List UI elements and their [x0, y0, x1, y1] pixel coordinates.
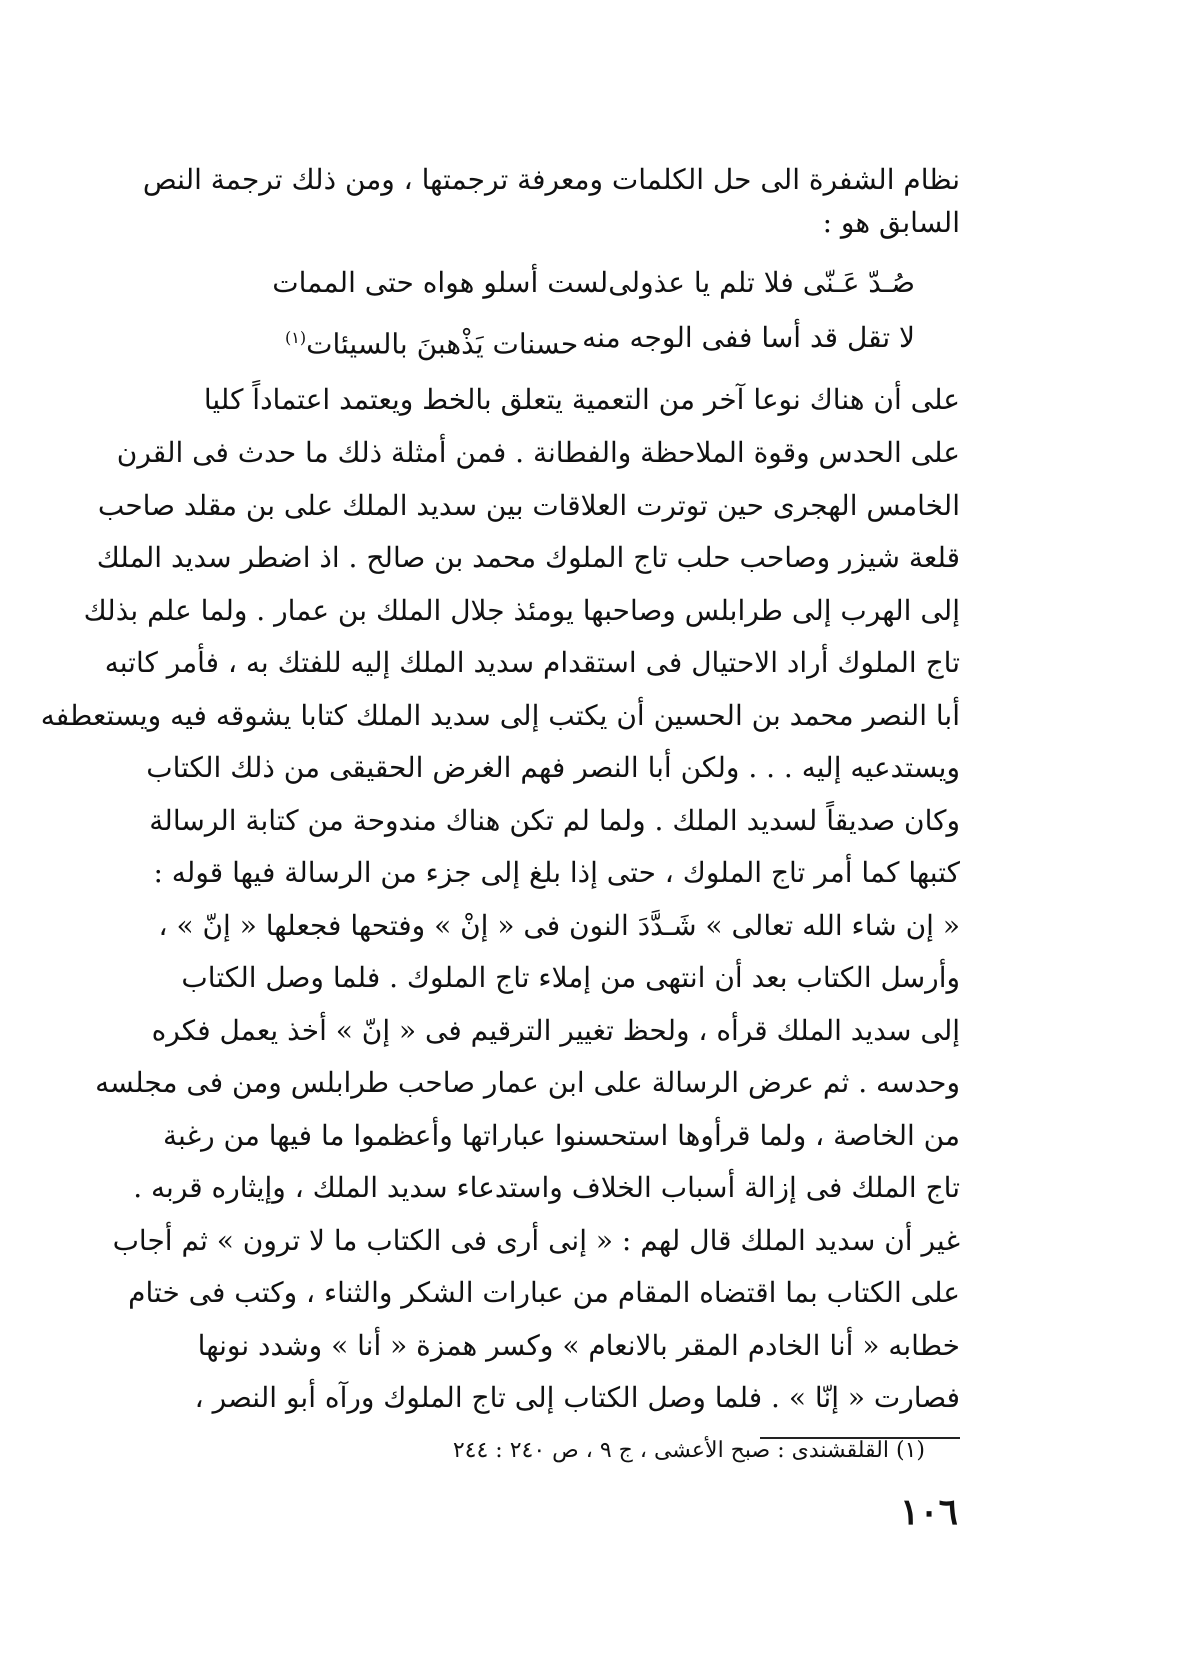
verse-first-hemistich: صُـدّ عَـنّى فلا تلم يا عذولى: [608, 266, 915, 299]
poem-verse: [272, 263, 915, 303]
text-line: غير أن سديد الملك قال لهم : « إنى أرى فى الكتاب ما لا ترون » ثم أجاب: [112, 1224, 960, 1257]
text-line: السابق هو :: [822, 206, 960, 239]
footnote-marker: (١): [285, 328, 307, 347]
text-line: وأرسل الكتاب بعد أن انتهى من إملاء تاج الملوك . فلما وصل الكتاب: [181, 961, 960, 994]
footnote: (١) القلقشندى : صبح الأعشى ، ج ٩ ، ص ٢٤٠ : ٢٤٤: [452, 1438, 925, 1463]
text-line: إلى سديد الملك قرأه ، ولحظ تغيير الترقيم فى « إنّ » أخذ يعمل فكره: [151, 1014, 960, 1047]
text-line: الخامس الهجرى حين توترت العلاقات بين سديد الملك على بن مقلد صاحب: [97, 489, 960, 522]
text-line: أبا النصر محمد بن الحسين أن يكتب إلى سديد الملك كتابا يشوقه فيه ويستعطفه: [40, 699, 960, 732]
text-line: قلعة شيزر وصاحب حلب تاج الملوك محمد بن صالح . اذ اضطر سديد الملك: [96, 541, 960, 574]
text-line: على الحدس وقوة الملاحظة والفطانة . فمن أمثلة ذلك ما حدث فى القرن: [116, 436, 960, 469]
text-line: نظام الشفرة الى حل الكلمات ومعرفة ترجمتها ، ومن ذلك ترجمة النص: [142, 163, 960, 196]
text-line: وكان صديقاً لسديد الملك . ولما لم تكن هناك مندوحة من كتابة الرسالة: [149, 804, 960, 837]
verse-second-hemistich: حسنات يَذْهبنَ بالسيئات$^{(١)}$: [285, 327, 579, 361]
text-line: على أن هناك نوعا آخر من التعمية يتعلق بالخط ويعتمد اعتماداً كليا: [203, 383, 960, 416]
text-line: تاج الملك فى إزالة أسباب الخلاف واستدعاء سديد الملك ، وإيثاره قربه .: [133, 1171, 960, 1204]
text-line: كتبها كما أمر تاج الملوك ، حتى إذا بلغ إلى جزء من الرسالة فيها قوله :: [153, 856, 960, 889]
verse-first-hemistich: لا تقل قد أسا ففى الوجه منه: [582, 321, 915, 354]
page-number: ١٠٦: [899, 1491, 958, 1533]
text-line: وحدسه . ثم عرض الرسالة على ابن عمار صاحب طرابلس ومن فى مجلسه: [95, 1066, 960, 1099]
text-line: خطابه « أنا الخادم المقر بالانعام » وكسر همزة « أنا » وشدد نونها: [197, 1329, 960, 1362]
text-line: على الكتاب بما اقتضاه المقام من عبارات الشكر والثناء ، وكتب فى ختام: [128, 1276, 960, 1309]
text-line: إلى الهرب إلى طرابلس وصاحبها يومئذ جلال الملك بن عمار . ولما علم بذلك: [83, 594, 960, 627]
text-line: « إن شاء الله تعالى » شَـدَّدَ النون فى « إنْ » وفتحها فجعلها « إنّ » ،: [158, 909, 960, 942]
verse-second-hemistich: لست أسلو هواه حتى الممات: [272, 266, 609, 299]
text-line: فصارت « إنّا » . فلما وصل الكتاب إلى تاج الملوك ورآه أبو النصر ،: [194, 1381, 960, 1414]
text-line: من الخاصة ، ولما قرأوها استحسنوا عباراتها وأعظموا ما فيها من رغبة: [163, 1119, 960, 1152]
text-line: ويستدعيه إليه . . . ولكن أبا النصر فهم الغرض الحقيقى من ذلك الكتاب: [146, 751, 960, 784]
poem-verse: [285, 318, 915, 364]
text-line: تاج الملوك أراد الاحتيال فى استقدام سديد الملك إليه للفتك به ، فأمر كاتبه: [104, 646, 960, 679]
